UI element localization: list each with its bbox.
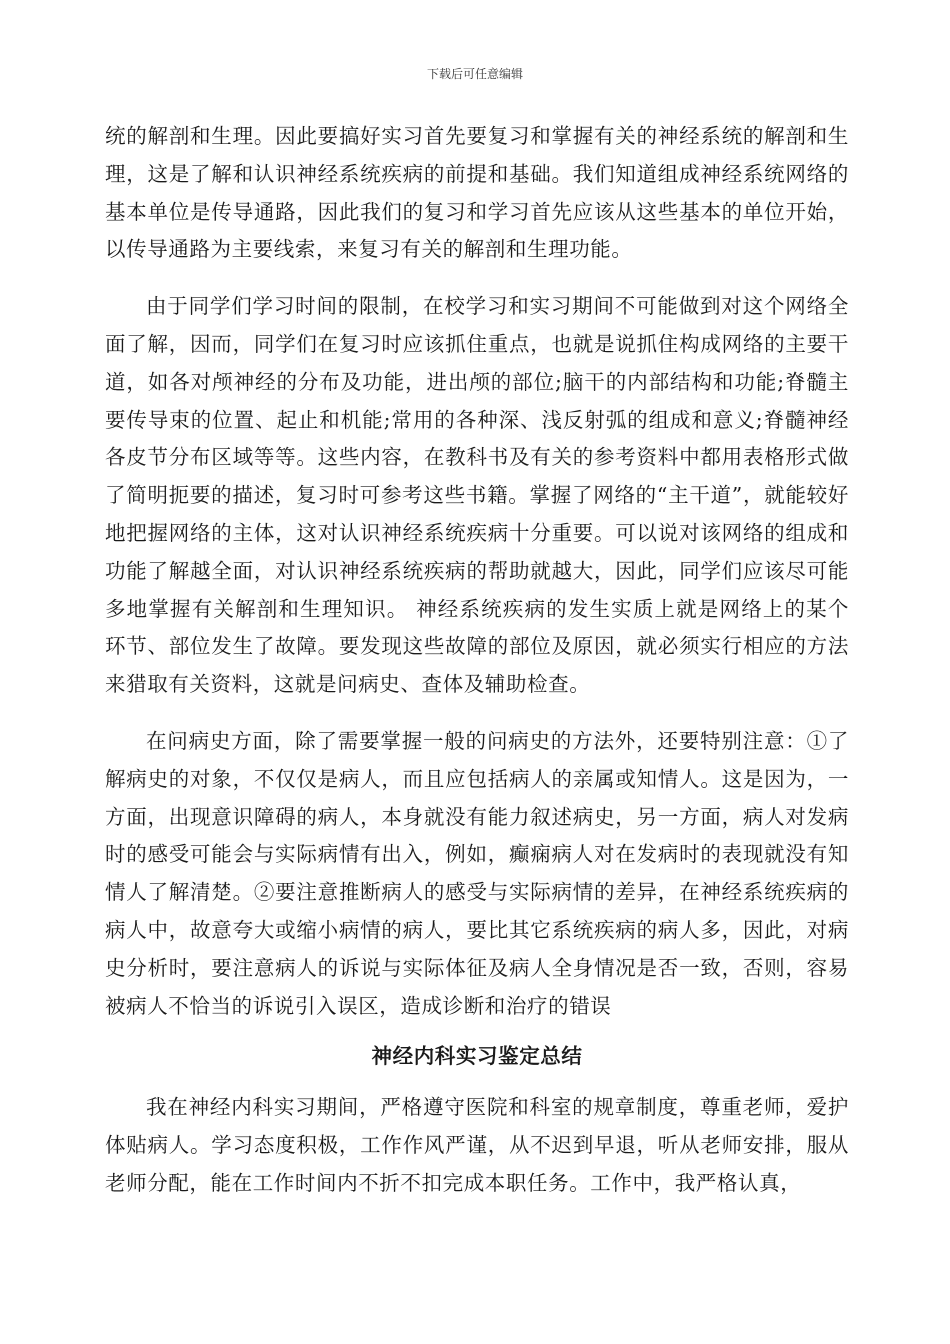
section-spacer xyxy=(105,1076,849,1089)
body-paragraph-1: 统的解剖和生理。因此要搞好实习首先要复习和掌握有关的神经系统的解剖和生理，这是了解和认识神经系统疾病的前提和基础。我们知道组成神经系统网络的基本单位是传导通路，因此我们的复习和学习首先应该从这些基本的单位开始，以传导通路为主要线索，来复习有关的解剖和生理功能。 xyxy=(105,124,849,262)
page-header: 下载后可任意编辑 xyxy=(426,67,523,81)
section-paragraph: 我在神经内科实习期间，严格遵守医院和科室的规章制度，尊重老师，爱护体贴病人。学习态度积极，工作作风严谨，从不迟到早退，听从老师安排，服从老师分配，能在工作时间内不折不扣完成本职任务。工作中，我严格认真， xyxy=(105,1095,849,1195)
body-paragraph-2: 由于同学们学习时间的限制，在校学习和实习期间不可能做到对这个网络全面了解，因而，同学们在复习时应该抓住重点，也就是说抓住构成网络的主要干道，如各对颅神经的分布及功能，进出颅的部位;脑干的内部结构和功能;脊髓主要传导束的位置、起止和机能;常用的各种深、浅反射弧的组成和意义;脊髓神经各皮节分布区域等等。这些内容，在教科书及有关的参考资料中都用表格形式做了简明扼要的描述，复习时可参考这些书籍。掌握了网络的“主干道”，就能较好地把握网络的主体，这对认识神经系统疾病十分重要。可以说对该网络的组成和功能了解越全面，对认识神经系统疾病的帮助就越大，因此，同学们应该尽可能多地掌握有关解剖和生理知识。 神经系统疾病的发生实质上就是网络上的某个环节、部位发生了故障。要发现这些故障的部位及原因，就必须实行相应的方法来猎取有关资料，这就是问病史、查体及辅助检查。 xyxy=(105,294,849,697)
paragraph-spacer xyxy=(105,704,849,723)
section-spacer xyxy=(105,1025,849,1038)
body-paragraph-3: 在问病史方面，除了需要掌握一般的问病史的方法外，还要特别注意：①了解病史的对象，不仅仅是病人，而且应包括病人的亲属或知情人。这是因为，一方面，出现意识障碍的病人，本身就没有能力叙述病史，另一方面，病人对发病时的感受可能会与实际病情有出入，例如，癫痫病人对在发病时的表现就没有知情人了解清楚。②要注意推断病人的感受与实际病情的差异，在神经系统疾病的病人中，故意夸大或缩小病情的病人，要比其它系统疾病的病人多，因此，对病史分析时，要注意病人的诉说与实际体征及病人全身情况是否一致，否则，容易被病人不恰当的诉说引入误区，造成诊断和治疗的错误 xyxy=(105,728,849,1018)
section-title: 神经内科实习鉴定总结 xyxy=(371,1044,583,1069)
paragraph-spacer xyxy=(105,269,849,288)
document-body xyxy=(105,118,849,1203)
